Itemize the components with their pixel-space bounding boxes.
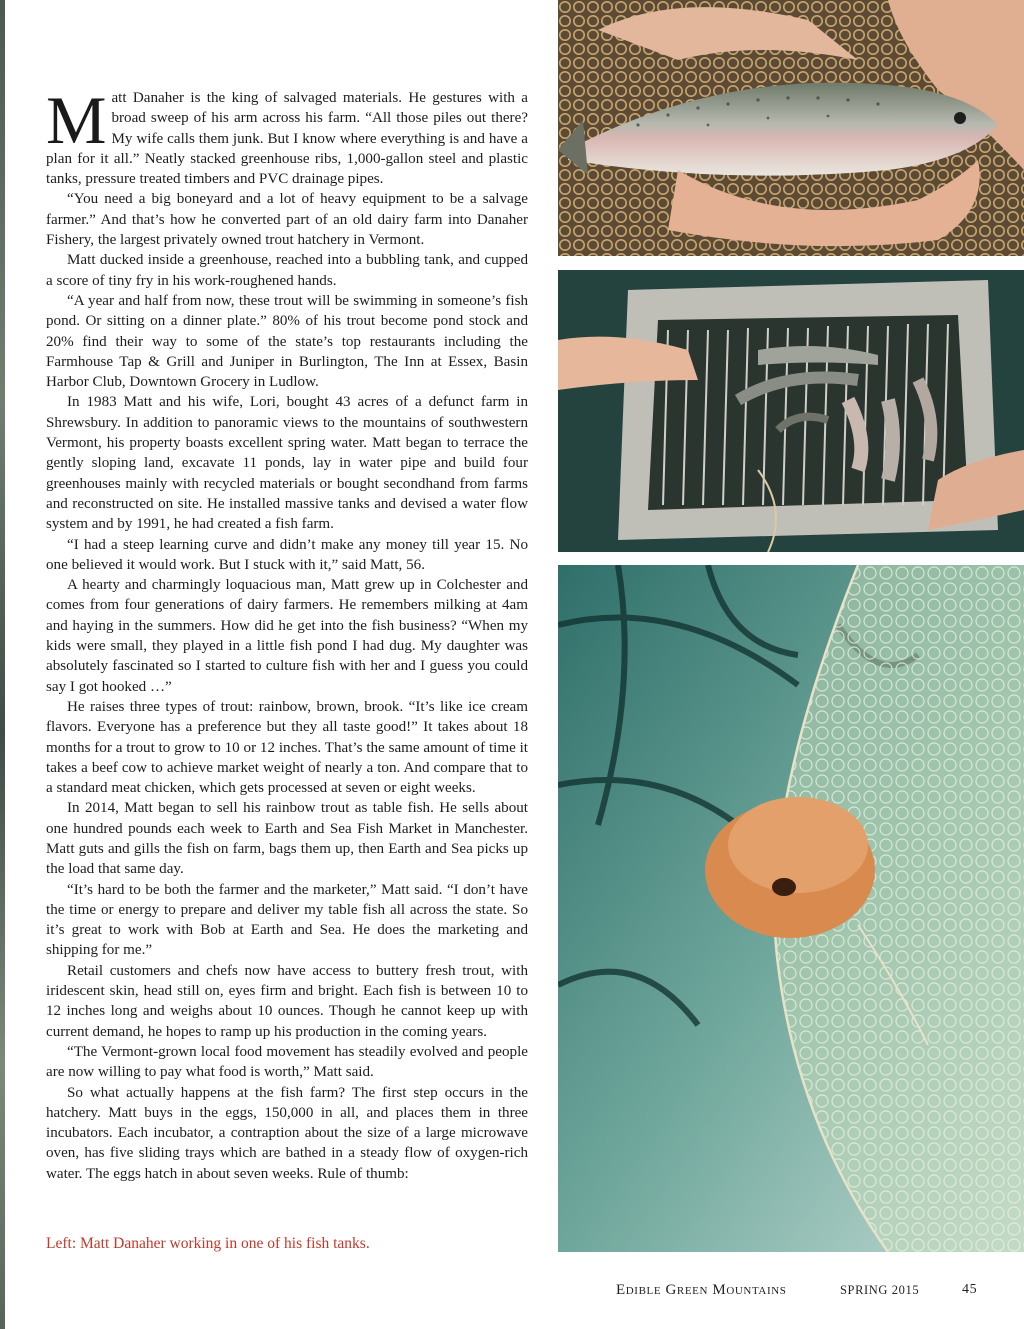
paragraph: “I had a steep learning curve and didn’t make any money till year 15. No one believed it would work. But I stuck with it,” said Matt, 56. [46, 536, 528, 573]
facing-page-edge [0, 0, 5, 1329]
trout-in-hands-photo [558, 0, 1024, 256]
photo-caption: Left: Matt Danaher working in one of his fish tanks. [46, 1235, 370, 1252]
paragraph: In 1983 Matt and his wife, Lori, bought 43 acres of a defunct farm in Shrewsbury. In addition to panoramic views to the mountains of southwestern Vermont, his property boasts excellent spring water. Matt began to terrace the gently sloping land, excavate 11 ponds, lay in water pipe and build four greenhouses mainly with recycled materials or bought secondhand from farms and reconstructed on site. He installed massive tanks and devised a water flow system and by 1991, he had created a fish farm. [46, 394, 528, 533]
page-number: 45 [962, 1282, 978, 1297]
paragraph: “It’s hard to be both the farmer and the marketer,” Matt said. “I don’t have the time or energy to prepare and deliver my table fish all across the state. So it’s great to work with Bob at Earth and Sea. He does the marketing and shipping for me.” [46, 881, 528, 959]
paragraph: He raises three types of trout: rainbow, brown, brook. “It’s like ice cream flavors. Everyone has a preference but they all taste good!” It takes about 18 months for a trout to grow to 10 or 12 inches. That’s the same amount of time it takes a beef cow to achieve market weight of nearly a ton. And compare that to a standard meat chicken, which gets processed at seven or eight weeks. [46, 698, 528, 797]
paragraph: Retail customers and chefs now have access to buttery fresh trout, with iridescent skin, head still on, eyes firm and bright. Each fish is between 10 to 12 inches long and weighs about 10 ounces. Though he cannot keep up with current demand, he hopes to ramp up his production in the coming years. [46, 962, 528, 1040]
article-body [46, 82, 528, 1184]
paragraph: “A year and half from now, these trout will be swimming in someone’s fish pond. Or sitting on a dinner plate.” 80% of his trout become pond stock and 20% find their way to some of the state’s top restaurants including the Farmhouse Tap & Grill and Juniper in Burlington, The Inn at Essex, Basin Harbor Club, Downtown Grocery in Ludlow. [46, 292, 528, 391]
grading-box-photo [558, 270, 1024, 552]
page-footer [0, 1282, 1024, 1302]
issue-label: SPRING 2015 [840, 1283, 920, 1297]
paragraph: “The Vermont-grown local food movement has steadily evolved and people are now willing to pay what food is worth,” Matt said. [46, 1043, 528, 1081]
paragraph: So what actually happens at the fish farm? The first step occurs in the hatchery. Matt buys in the eggs, 150,000 in all, and places them in three incubators. Each incubator, a contraption about the size of a large microwave oven, has five sliding trays which are bathed in a steady flow of oxygen-rich water. The eggs hatch in about seven weeks. Rule of thumb: [46, 1084, 528, 1182]
magazine-name: Edible Green Mountains [616, 1282, 787, 1298]
paragraph: Matt Danaher is the king of salvaged materials. He gestures with a broad sweep of his arm across his farm. “All those piles out there? My wife calls them junk. But I know where everything is and have a plan for it all.” Neatly stacked greenhouse ribs, 1,000-gallon steel and plastic tanks, pressure treated timbers and PVC drainage pipes. [46, 82, 528, 188]
paragraph: Matt ducked inside a greenhouse, reached into a bubbling tank, and cupped a score of tiny fry in his work-roughened hands. [46, 252, 528, 289]
paragraph: “You need a big boneyard and a lot of heavy equipment to be a salvage farmer.” And that’s how he converted part of an old dairy farm into Danaher Fishery, the largest privately owned trout hatchery in Vermont. [46, 191, 528, 249]
paragraph: A hearty and charmingly loquacious man, Matt grew up in Colchester and comes from four generations of dairy farmers. He remembers milking at 4am and haying in the summers. How did he get into the fish business? “When my kids were small, they played in a little fish pond I had dug. My daughter was absolutely fascinated so I started to culture fish with her and I guess you could say I got hooked …” [46, 577, 528, 695]
net-float-photo [558, 565, 1024, 1252]
drop-cap: M [46, 82, 107, 158]
paragraph: In 2014, Matt began to sell his rainbow trout as table fish. He sells about one hundred pounds each week to Earth and Sea Fish Market in Manchester. Matt guts and gills the fish on farm, bags them up, then Earth and Sea picks up the load that same day. [46, 800, 528, 878]
